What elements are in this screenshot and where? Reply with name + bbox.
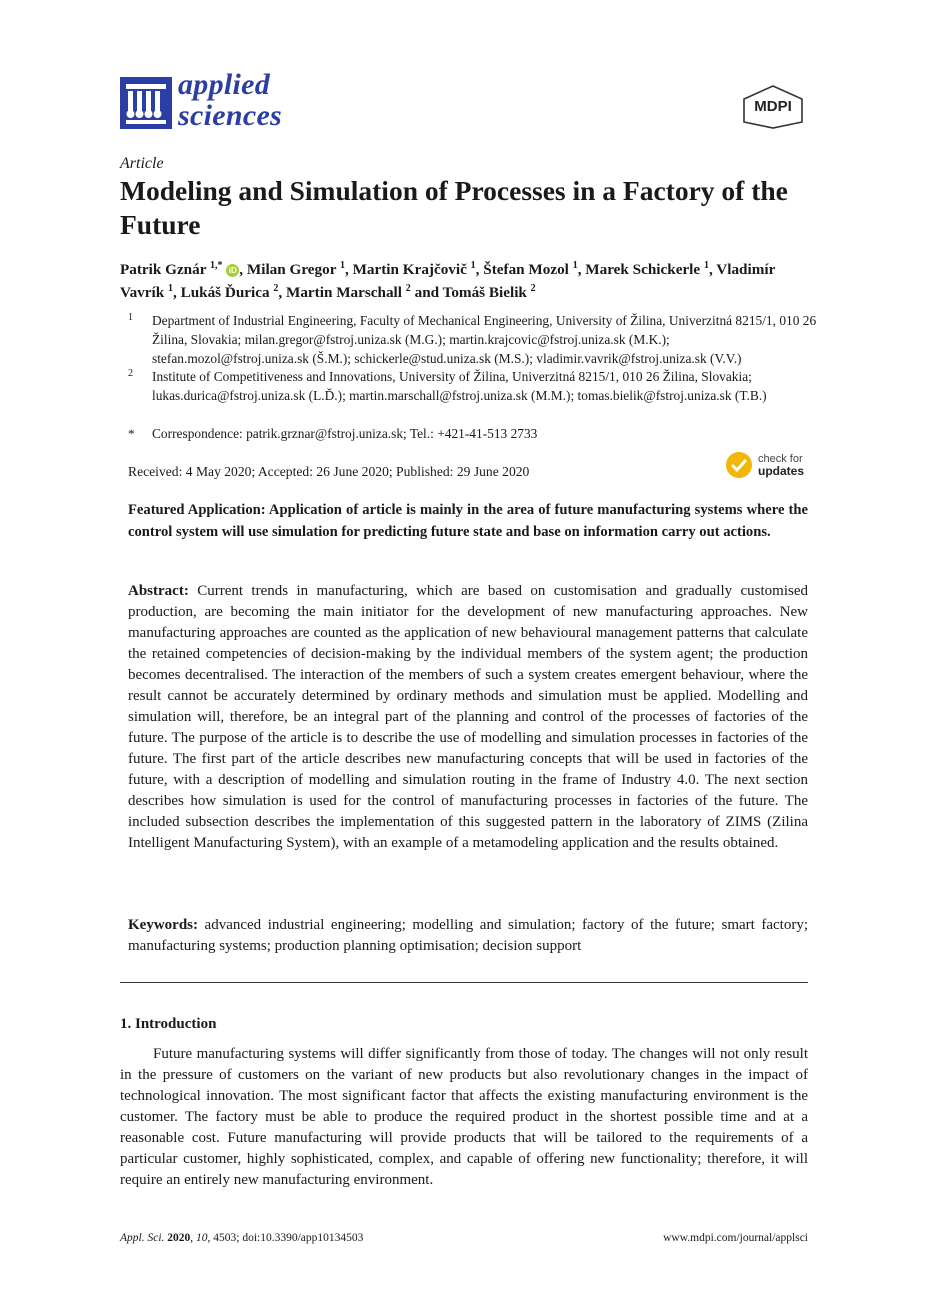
affiliation-text: Institute of Competitiveness and Innovations, University of Žilina, Univerzitná 8215/1, 010 26 Žilina, Slovakia; lukas.durica@fstroj.uniza.sk (L.Ď.); martin.marschall@fstroj.uniza.sk (M.M.); tomas.bielik@fstroj.uniza.sk (T.B.) [152,369,767,403]
affiliation-number: 1 [128,312,133,323]
featured-application: Featured Application: Application of article is mainly in the area of future manufacturing systems where the control system will use simulation for predicting future state and base on information carry out actions. [128,502,808,540]
author-name: , Lukáš Ďurica [172,284,270,301]
section-divider [120,982,808,983]
correspondence-text: Correspondence: patrik.grznar@fstroj.uniza.sk; Tel.: +421-41-513 2733 [152,426,538,441]
check-updates-line2: updates [758,464,805,478]
footer-journal: Appl. Sci. [120,1232,165,1244]
keywords-text: advanced industrial engineering; modelling and simulation; factory of the future; smart factory; manufacturing systems; production planning optimisation; decision support [128,917,808,954]
checkmark-icon [726,452,752,478]
author-affiliation-mark: 1 [703,259,709,271]
abstract-text: Current trends in manufacturing, which are based on customisation and gradually customised production, are becoming the main initiator for the development of new manufacturing approaches. New manufacturing approaches are counted as the application of new behavioural management patterns that calculate the retained competencies of decision-making by the individual members of the system agent; the production becomes decentralised. The interaction of the members of such a system creates emergent behaviour, where the result cannot be accurately determined by ordinary methods and simulation must be applied. Modelling and simulation will, therefore, be an integral part of the planning and control of the processes of factories of the future. The purpose of the article is to describe the use of modelling and simulation processes in factories of the future. The first part of the article describes new manufacturing concepts that will be used in factories of the future, with a description of modelling and simulation routing in the frame of Industry 4.0. The next section describes how simulation is used for the control of manufacturing processes in factories of the future. The included subsection describes the implementation of this suggested pattern in the laboratory of ZIMS (Zilina Intelligent Manufacturing System), with an example of a metamodeling application and the results obtained. [128,583,808,851]
author-affiliation-mark: 2 [273,282,279,294]
mdpi-logo-icon [740,84,806,130]
author-affiliation-mark: 1,* [210,259,223,271]
check-updates-line1: check for [758,453,803,465]
article-type: Article [120,155,164,172]
author-affiliation-mark: 1 [572,259,578,271]
paper-title: Modeling and Simulation of Processes in a Factory of the Future [120,175,788,240]
footer-year: 2020 [167,1232,191,1244]
author-name: , Marek Schickerle [577,261,701,278]
author-affiliation-mark: 1 [339,259,345,271]
journal-url-link[interactable]: www.mdpi.com/journal/applsci [663,1232,808,1244]
author-name: , Milan Gregor [239,261,337,278]
orcid-icon[interactable]: iD [226,264,239,277]
author-affiliation-mark: 1 [470,259,476,271]
affiliation-1 [128,311,818,368]
publisher-name: MDPI [754,98,792,115]
affiliation-2 [128,367,818,405]
section-heading: 1. Introduction [120,1016,217,1032]
footer-doi: , 4503; doi:10.3390/app10134503 [207,1232,364,1244]
author-name: , Vladimír Vavrík [120,261,776,301]
author-affiliation-mark: 1 [167,282,173,294]
journal-name [178,70,282,132]
keywords-label: Keywords: [128,917,198,933]
author-affiliation-mark: 2 [405,282,411,294]
introduction-paragraph: Future manufacturing systems will differ significantly from those of today. The changes will not only result in the pressure of customers on the variant of new products but also revolutionary changes in the impact of technological innovation. The most significant factor that affects the existing manufacturing environment is the customer. The factory must be able to produce the required product in the shortest possible time and at a reasonable cost. Future manufacturing will provide products that will be tailored to the requirements of a particular customer, highly sophisticated, complex, and capable of offering new functionality; therefore, it will require an entirely new manufacturing environment. [120,1046,808,1188]
author-name: , Štefan Mozol [475,261,569,278]
journal-logo-icon [120,77,172,129]
abstract-label: Abstract: [128,583,189,599]
author-name: and Tomáš Bielik [410,284,527,301]
abstract [128,581,808,854]
affiliation-text: Department of Industrial Engineering, Faculty of Mechanical Engineering, University of Žilina, Univerzitná 8215/1, 010 26 Žilina, Slovakia; milan.gregor@fstroj.uniza.sk (M.G.); martin.krajcovic@fstroj.uniza.sk (M.K.); stefan.mozol@fstroj.uniza.sk (Š.M.); schickerle@stud.uniza.sk (M.S.); vladimir.vavrik@fstroj.uniza.sk (V.V.) [152,313,817,366]
journal-name-line2: sciences [178,99,283,132]
author-list [120,258,820,304]
author-name: Patrik Gznár [120,261,207,278]
author-name: , Martin Krajčovič [344,261,467,278]
keywords [128,915,808,957]
citation-footer: Appl. Sci. 2020, 10, 4503; doi:10.3390/app10134503 [120,1232,364,1244]
author-name: , Martin Marschall [278,284,402,301]
author-affiliation-mark: 2 [530,282,536,294]
publication-dates: Received: 4 May 2020; Accepted: 26 June 2020; Published: 29 June 2020 [128,464,530,479]
footer-volume: 10 [196,1232,208,1244]
journal-name-line1: applied [178,68,271,101]
correspondence [128,424,818,443]
affiliation-number: 2 [128,368,133,379]
correspondence-mark: * [128,426,135,441]
check-for-updates-button[interactable] [726,451,816,481]
